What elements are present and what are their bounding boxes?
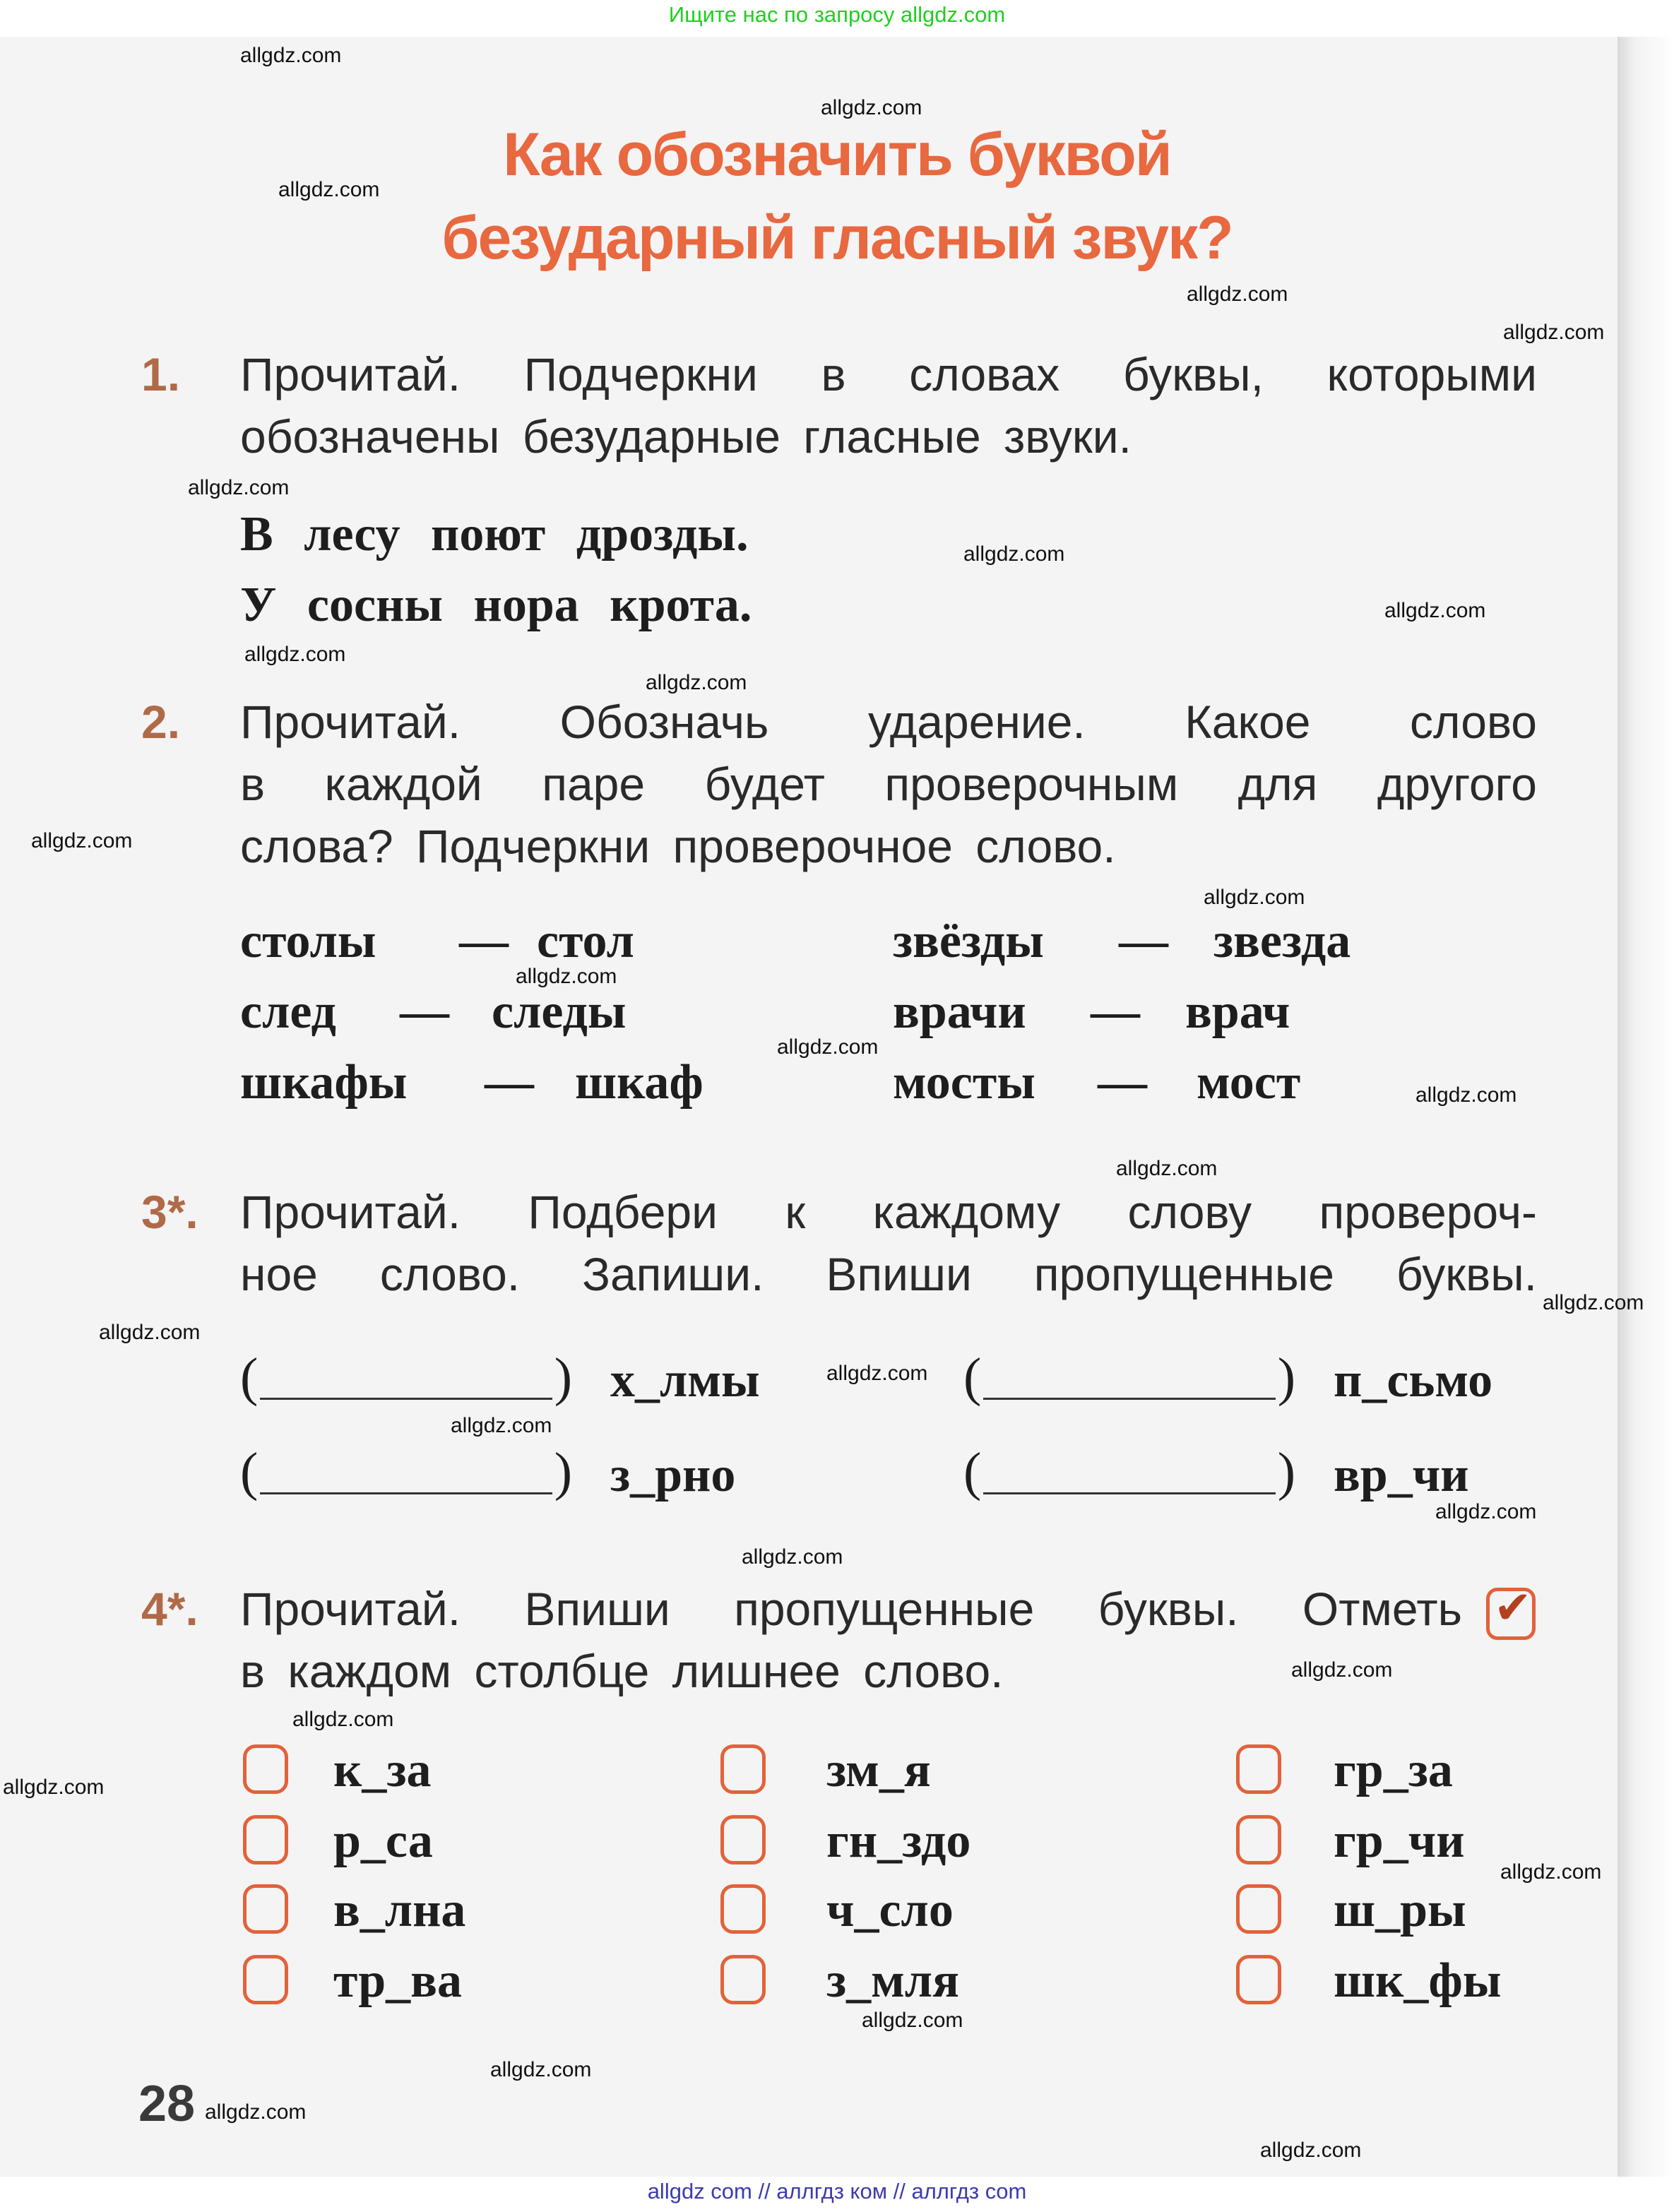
watermark-text: allgdz.com	[205, 2100, 307, 2124]
paren-close: )	[1277, 1442, 1295, 1502]
watermark-text: allgdz.com	[451, 1414, 552, 1437]
paren-open: (	[240, 1442, 259, 1502]
watermark-text: allgdz.com	[826, 1362, 928, 1385]
pair-dash: —	[400, 985, 449, 1039]
word-checkbox[interactable]	[243, 1955, 288, 2004]
watermark-text: allgdz.com	[742, 1545, 843, 1569]
task4-word: гн_здо	[826, 1814, 971, 1868]
page-number: 28	[138, 2076, 196, 2132]
paren-close: )	[1277, 1348, 1295, 1407]
watermark-text: allgdz.com	[99, 1321, 201, 1344]
watermark-text: allgdz.com	[490, 2058, 592, 2081]
paren-open: (	[963, 1348, 982, 1407]
word-checkbox[interactable]	[1236, 1744, 1281, 1794]
task3-number: 3*.	[141, 1186, 198, 1238]
word-pair-first: шкафы	[240, 1055, 408, 1110]
task4-line: Прочитай. Впиши пропущенные буквы. Отметь	[240, 1583, 1462, 1635]
watermark-text: allgdz.com	[292, 1708, 394, 1731]
word-checkbox[interactable]	[1236, 1815, 1281, 1865]
word-checkbox[interactable]	[243, 1815, 288, 1865]
page-title-line1: Как обозначить буквой	[503, 121, 1171, 189]
task4-word: з_мля	[826, 1954, 959, 2008]
word-checkbox[interactable]	[720, 1884, 766, 1934]
watermark-text: allgdz.com	[1543, 1291, 1644, 1314]
task1-number: 1.	[141, 348, 181, 400]
pair-dash: —	[485, 1055, 534, 1110]
task2-line: слова? Подчеркни проверочное слово.	[240, 820, 1116, 872]
answer-blank[interactable]	[240, 1442, 572, 1502]
task4-word: р_са	[333, 1814, 433, 1868]
pair-dash: —	[1119, 914, 1168, 968]
task4-word: к_за	[333, 1743, 432, 1797]
task4-word: в_лна	[333, 1883, 466, 1937]
task2-line: Прочитай. Обозначь ударение. Какое слово	[240, 696, 1537, 748]
task3-word: вр_чи	[1334, 1448, 1469, 1502]
bottom-footer[interactable]: allgdz com // аллгдз ком // аллгдз com	[647, 2179, 1027, 2204]
watermark-text: allgdz.com	[1260, 2139, 1362, 2162]
task3-word: з_рно	[610, 1448, 736, 1502]
task1-line: Прочитай. Подчеркни в словах буквы, которыми	[240, 348, 1537, 400]
pair-dash: —	[459, 914, 509, 968]
watermark-text: allgdz.com	[646, 671, 747, 694]
task4-line: в каждом столбце лишнее слово.	[240, 1645, 1004, 1697]
word-pair-first: врачи	[893, 985, 1026, 1039]
paren-close: )	[554, 1348, 572, 1407]
watermark-text: allgdz.com	[1435, 1500, 1537, 1523]
page-edge-shadow	[1617, 37, 1674, 2177]
word-pair-second: звезда	[1213, 914, 1351, 968]
word-checkbox[interactable]	[1236, 1955, 1281, 2004]
answer-blank[interactable]	[240, 1350, 572, 1407]
task4-word: шк_фы	[1334, 1954, 1502, 2008]
task1-line: обозначены безударные гласные звуки.	[240, 410, 1132, 463]
task3-line: Прочитай. Подбери к каждому слову провероч-	[240, 1186, 1537, 1238]
watermark-text: allgdz.com	[1116, 1157, 1218, 1180]
task4-word: гр_за	[1334, 1743, 1453, 1797]
pair-dash: —	[1098, 1055, 1147, 1110]
answer-underline[interactable]	[983, 1398, 1276, 1400]
word-pair-first: столы	[240, 914, 376, 968]
answer-blank[interactable]	[963, 1350, 1295, 1407]
checkmark-icon: ✔	[1494, 1582, 1532, 1634]
task1-sentence: У сосны нора крота.	[240, 578, 752, 632]
watermark-text: allgdz.com	[963, 542, 1065, 566]
watermark-text: allgdz.com	[1291, 1658, 1393, 1682]
task4-word: зм_я	[826, 1743, 931, 1797]
task3-word: п_сьмо	[1334, 1353, 1493, 1408]
task2-line: в каждой паре будет проверочным для другого	[240, 758, 1537, 810]
watermark-text: allgdz.com	[777, 1035, 879, 1059]
watermark-text: allgdz.com	[188, 476, 290, 499]
watermark-text: allgdz.com	[31, 829, 133, 852]
watermark-text: allgdz.com	[516, 965, 617, 988]
word-pair-second: стол	[537, 914, 634, 968]
watermark-text: allgdz.com	[821, 96, 922, 119]
task3-word: х_лмы	[610, 1353, 760, 1408]
watermark-text: allgdz.com	[1187, 283, 1288, 306]
checkmark-box-icon	[1486, 1582, 1536, 1640]
word-checkbox[interactable]	[243, 1884, 288, 1934]
word-checkbox[interactable]	[720, 1744, 766, 1794]
word-checkbox[interactable]	[720, 1955, 766, 2004]
word-pair-first: звёзды	[893, 914, 1044, 968]
task3-line: ное слово. Запиши. Впиши пропущенные буквы.	[240, 1248, 1537, 1300]
paren-close: )	[554, 1442, 572, 1502]
word-checkbox[interactable]	[1236, 1884, 1281, 1934]
watermark-text: allgdz.com	[1503, 321, 1605, 344]
word-pair-first: след	[240, 985, 336, 1039]
word-pair-second: следы	[492, 985, 627, 1039]
word-checkbox[interactable]	[243, 1744, 288, 1794]
answer-underline[interactable]	[260, 1492, 552, 1494]
task1-sentence: В лесу поют дрозды.	[240, 507, 749, 561]
top-banner[interactable]: Ищите нас по запросу allgdz.com	[668, 2, 1006, 27]
task2-number: 2.	[141, 696, 181, 748]
watermark-text: allgdz.com	[240, 44, 342, 67]
paren-open: (	[240, 1348, 259, 1407]
task4-word: гр_чи	[1334, 1814, 1465, 1868]
watermark-text: allgdz.com	[3, 1776, 105, 1799]
task4-word: тр_ва	[333, 1954, 462, 2008]
watermark-text: allgdz.com	[278, 178, 380, 201]
answer-underline[interactable]	[260, 1398, 552, 1400]
pair-dash: —	[1091, 985, 1140, 1039]
watermark-text: allgdz.com	[862, 2009, 963, 2032]
task4-word: ч_сло	[826, 1883, 954, 1937]
page-title-line2: безударный гласный звук?	[441, 204, 1233, 272]
watermark-text: allgdz.com	[1384, 599, 1486, 622]
word-pair-second: мост	[1197, 1055, 1301, 1110]
answer-blank[interactable]	[963, 1442, 1295, 1502]
task4-word: ш_ры	[1334, 1883, 1466, 1937]
paren-open: (	[963, 1442, 982, 1502]
answer-underline[interactable]	[983, 1492, 1276, 1494]
word-checkbox[interactable]	[720, 1815, 766, 1865]
word-pair-first: мосты	[893, 1055, 1035, 1110]
watermark-text: allgdz.com	[1204, 886, 1305, 909]
watermark-text: allgdz.com	[1415, 1083, 1517, 1107]
task4-number: 4*.	[141, 1583, 198, 1635]
watermark-text: allgdz.com	[1500, 1860, 1602, 1884]
word-pair-second: врач	[1185, 985, 1290, 1039]
watermark-text: allgdz.com	[244, 643, 346, 666]
word-pair-second: шкаф	[575, 1055, 704, 1110]
